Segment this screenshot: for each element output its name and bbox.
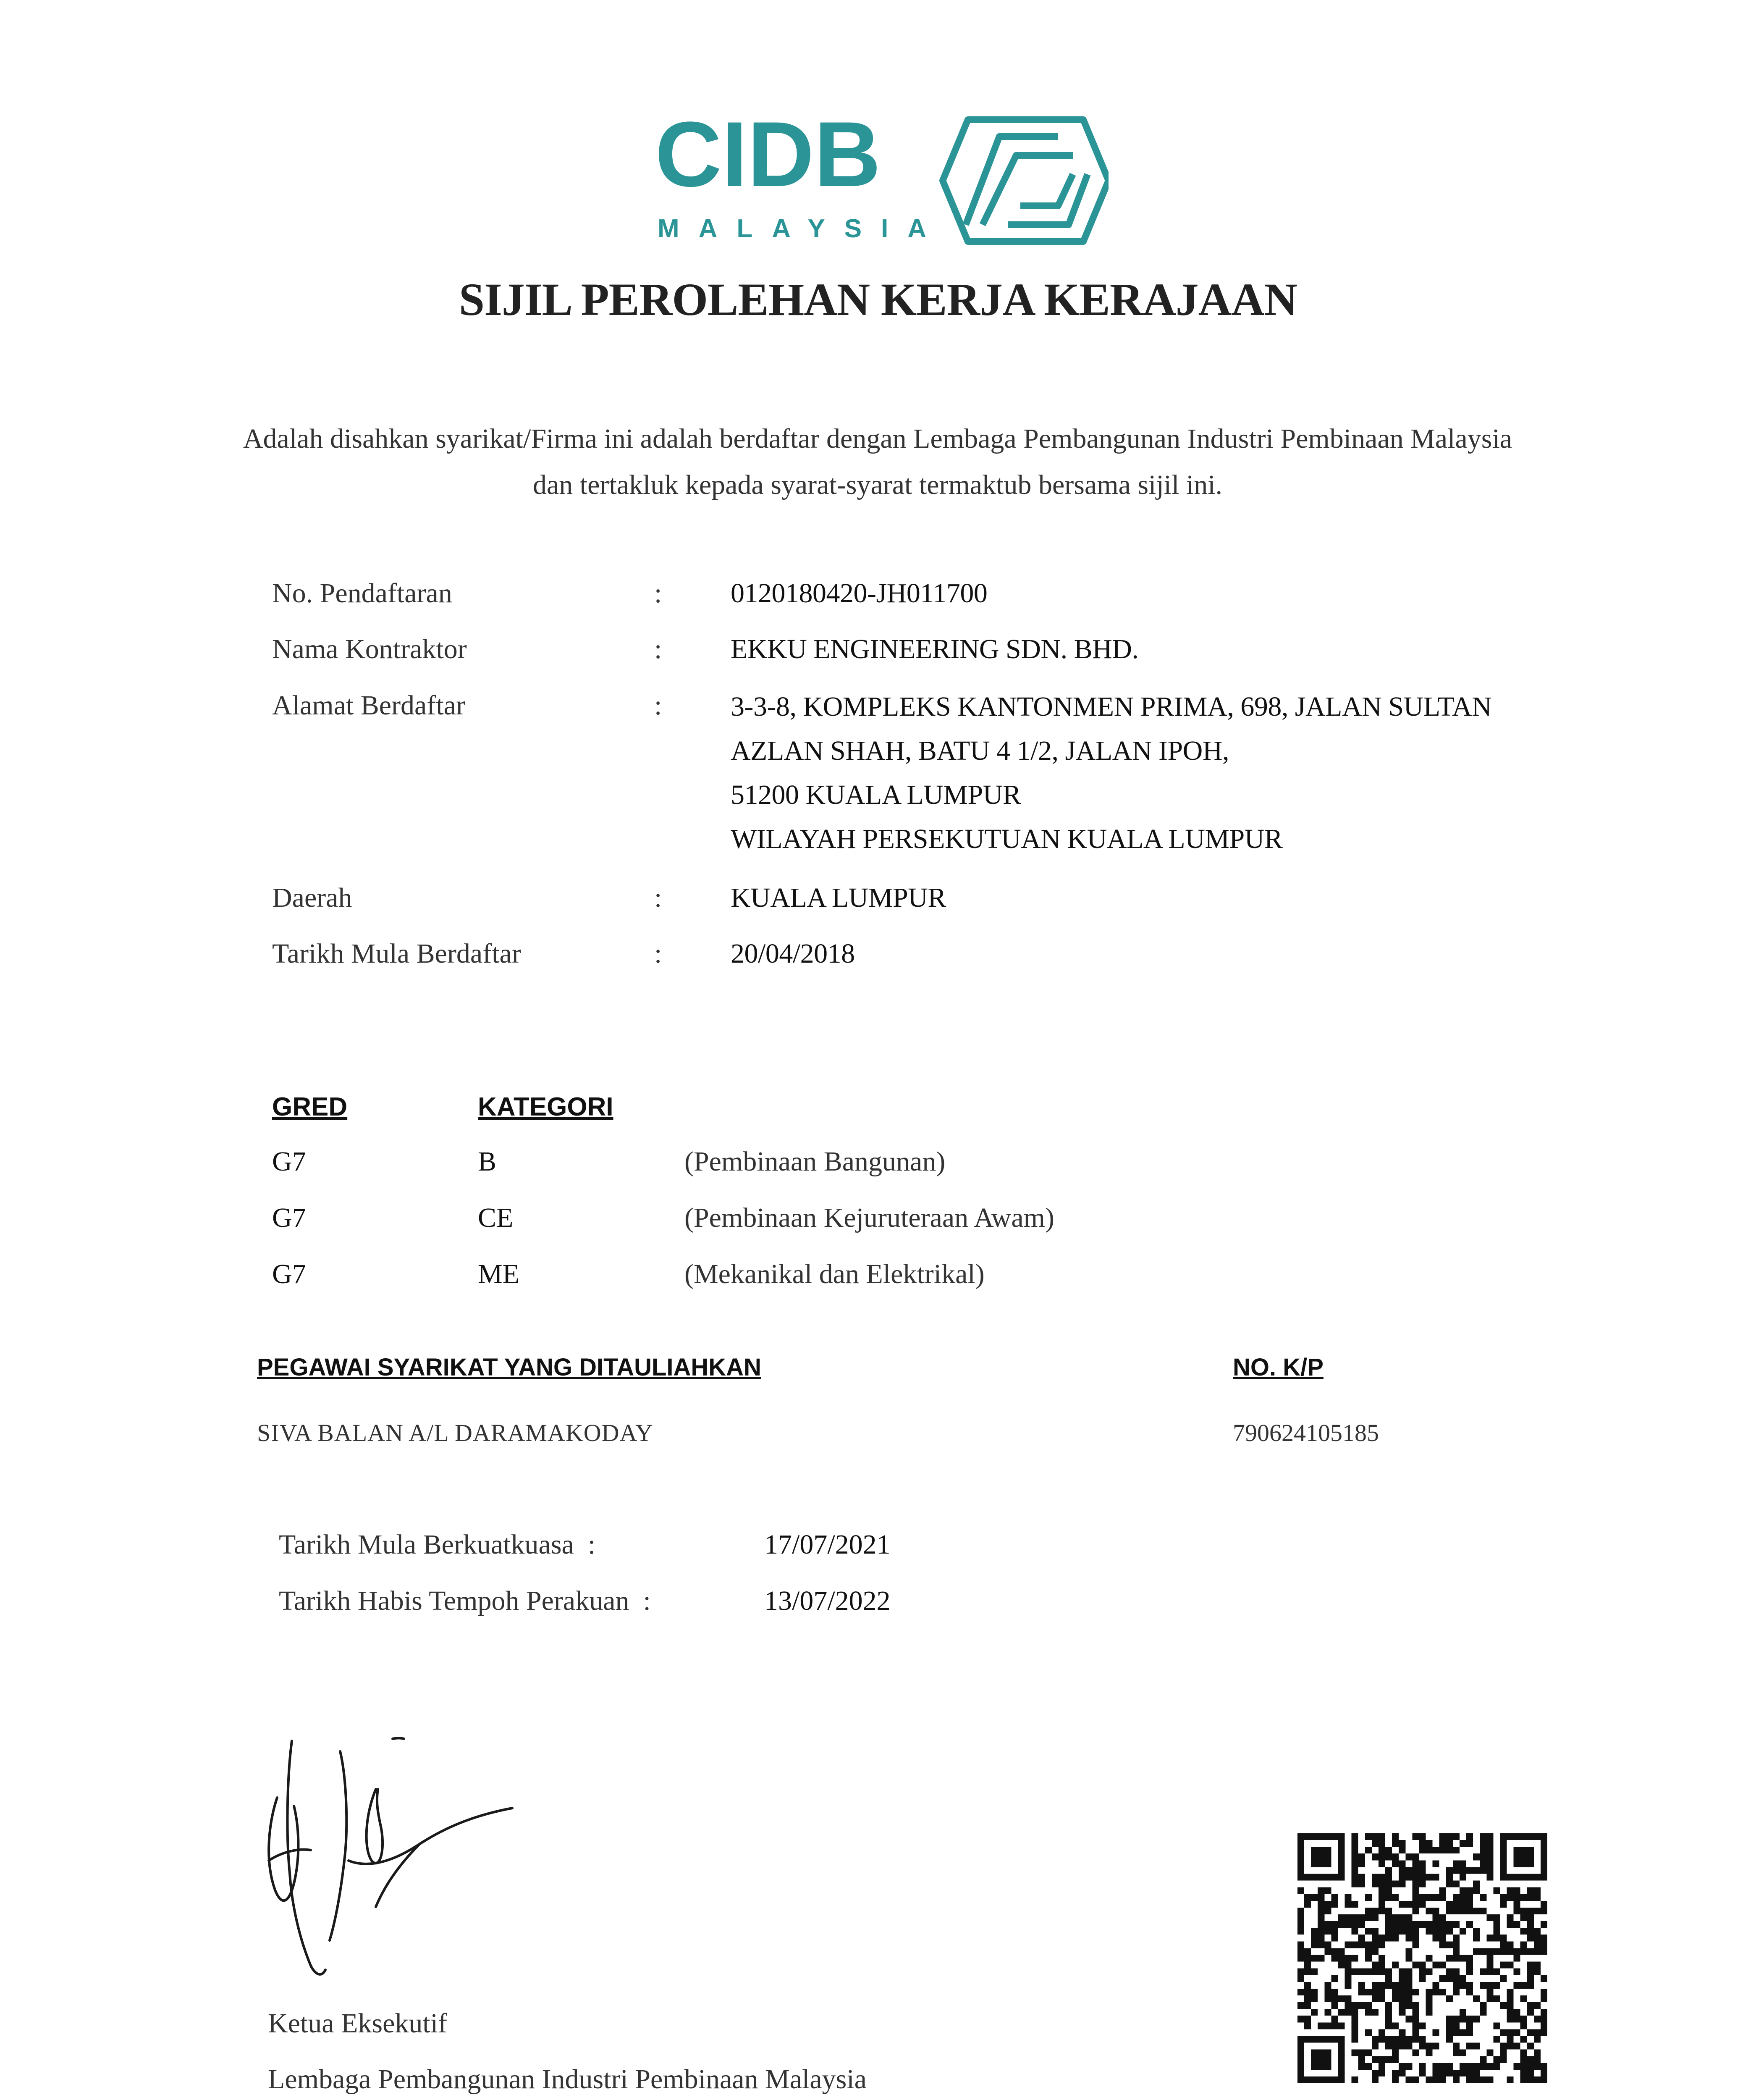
officer-ic-number: 790624105185 (1233, 1419, 1379, 1446)
category-description: (Pembinaan Bangunan) (684, 1146, 946, 1177)
contractor-value: EKKU ENGINEERING SDN. BHD. (731, 634, 1139, 664)
signatory-position: Ketua Eksekutif (268, 2008, 448, 2039)
certificate-title: SIJIL PEROLEHAN KERJA KERAJAAN (459, 274, 1297, 325)
signature-image (252, 1722, 571, 1995)
intro-paragraph: Adalah disahkan syarikat/Firma ini adalah berdaftar dengan Lembaga Pembangunan Industri Pembinaan Malaysia dan tertakluk kepada syarat-syarat termaktub bersama sijil ini. (243, 423, 1512, 500)
logo-wordmark: CIDB (655, 111, 881, 206)
qr-finder-pattern (1514, 1847, 1534, 1867)
grade-cell: G7 (272, 1146, 306, 1177)
grade-cell: G7 (272, 1259, 306, 1289)
qr-code (1297, 1833, 1547, 2083)
start-reg-label: Tarikh Mula Berdaftar (272, 938, 521, 969)
colon-separator: : (654, 634, 662, 664)
validity-end-value: 13/07/2022 (764, 1586, 891, 1616)
address-line: AZLAN SHAH, BATU 4 1/2, JALAN IPOH, (731, 735, 1229, 766)
validity-end-label: Tarikh Habis Tempoh Perakuan : (279, 1586, 651, 1616)
validity-start-value: 17/07/2021 (764, 1529, 891, 1560)
officer-name: SIVA BALAN A/L DARAMAKODAY (257, 1419, 653, 1446)
colon-separator: : (654, 578, 662, 609)
category-cell: CE (478, 1202, 514, 1233)
category-cell: ME (478, 1259, 519, 1289)
cidb-logo (655, 111, 1109, 250)
colon-separator: : (654, 690, 662, 721)
category-header: KATEGORI (478, 1092, 613, 1121)
address-line: WILAYAH PERSEKUTUAN KUALA LUMPUR (731, 824, 1283, 854)
address-label: Alamat Berdaftar (272, 690, 465, 721)
contractor-label: Nama Kontraktor (272, 634, 467, 664)
officer-header: PEGAWAI SYARIKAT YANG DITAULIAHKAN (257, 1354, 761, 1381)
reg-no-label: No. Pendaftaran (272, 578, 452, 609)
address-line: 51200 KUALA LUMPUR (731, 780, 1021, 810)
colon-separator: : (654, 938, 662, 969)
signatory-organisation: Lembaga Pembangunan Industri Pembinaan Malaysia (268, 2064, 867, 2095)
validity-start-label: Tarikh Mula Berkuatkuasa : (279, 1529, 596, 1560)
address-value (731, 685, 1491, 861)
qr-finder-pattern (1311, 2050, 1331, 2070)
start-reg-value: 20/04/2018 (731, 938, 855, 969)
category-cell: B (478, 1146, 497, 1177)
logo-hexagon-icon (943, 120, 1109, 242)
category-description: (Mekanikal dan Elektrikal) (684, 1259, 985, 1289)
colon-separator: : (654, 882, 662, 913)
district-label: Daerah (272, 882, 352, 913)
district-value: KUALA LUMPUR (731, 882, 946, 913)
address-line: 3-3-8, KOMPLEKS KANTONMEN PRIMA, 698, JALAN SULTAN (731, 691, 1492, 722)
grade-header: GRED (272, 1092, 348, 1121)
ic-header: NO. K/P (1233, 1354, 1324, 1381)
grade-cell: G7 (272, 1202, 306, 1233)
logo-subtitle: MALAYSIA (658, 214, 946, 243)
category-description: (Pembinaan Kejuruteraan Awam) (684, 1202, 1054, 1233)
qr-finder-pattern (1311, 1847, 1331, 1867)
reg-no-value: 0120180420-JH011700 (731, 578, 988, 609)
